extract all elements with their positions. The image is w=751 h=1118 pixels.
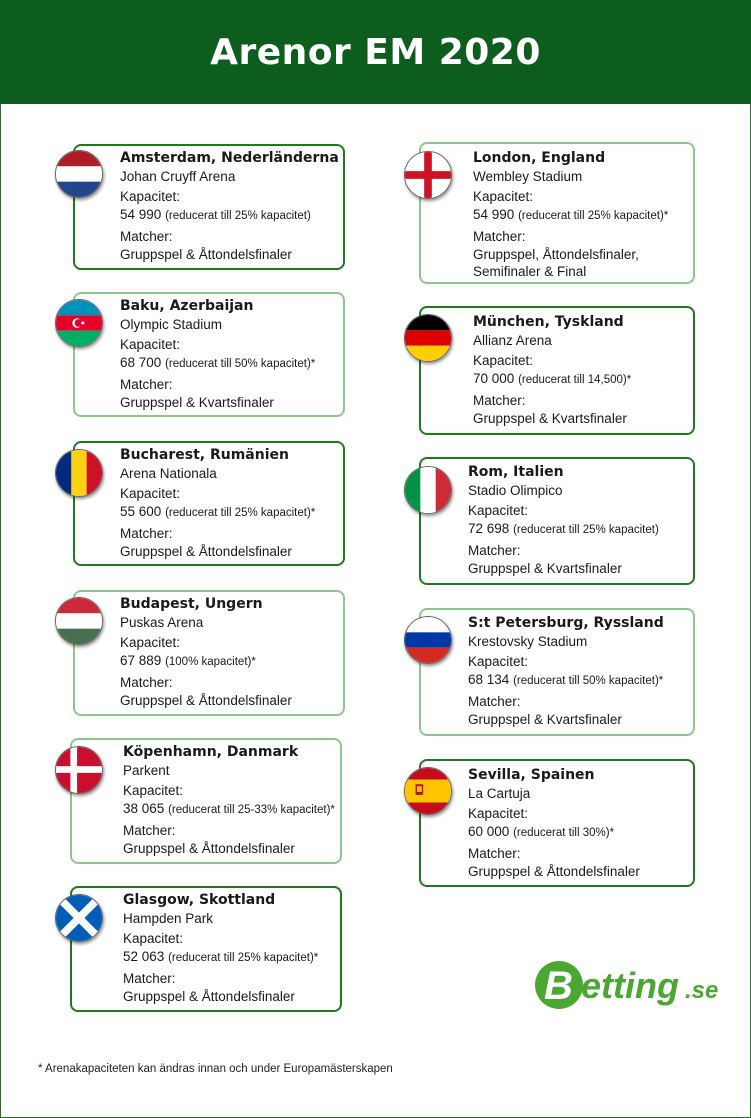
- germany-flag-icon: [404, 314, 452, 362]
- arena-city: Sevilla, Spainen: [468, 767, 595, 783]
- arena-stadium: Olympic Stadium: [120, 316, 223, 332]
- matches-line: Gruppspel & Åttondelsfinaler: [468, 863, 640, 879]
- arena-card-glasgow: [70, 886, 342, 1012]
- capacity-value: 60 000: [468, 823, 510, 839]
- matches-label: Matcher:: [120, 377, 173, 392]
- matches-label: Matcher:: [123, 823, 176, 838]
- arena-stadium: Johan Cruyff Arena: [120, 168, 236, 184]
- russia-flag-icon: [404, 616, 452, 664]
- capacity-value: 55 600: [120, 503, 162, 519]
- capacity-value: 52 063: [123, 948, 165, 964]
- capacity-label: Kapacitet:: [120, 189, 181, 204]
- matches-line: Gruppspel & Kvartsfinaler: [120, 394, 274, 410]
- footnote: * Arenakapaciteten kan ändras innan och under Europamästerskapen: [38, 1063, 393, 1075]
- capacity-value: 67 889: [120, 652, 162, 668]
- matches-line: Gruppspel & Åttondelsfinaler: [123, 988, 295, 1004]
- matches-line: Gruppspel & Åttondelsfinaler: [120, 692, 292, 708]
- matches-label: Matcher:: [468, 543, 521, 558]
- capacity-note: (reducerat till 25% kapacitet)*: [518, 209, 669, 222]
- logo-suffix: .se: [685, 977, 719, 1004]
- betting-se-logo: [533, 955, 723, 1015]
- capacity-label: Kapacitet:: [123, 783, 184, 798]
- arena-city: Baku, Azerbaijan: [120, 298, 254, 314]
- capacity-value: 54 990: [120, 206, 162, 222]
- arena-card-budapest: [73, 590, 345, 716]
- capacity-note: (reducerat till 25% kapacitet)*: [168, 951, 319, 964]
- italy-flag-icon: [404, 466, 452, 514]
- capacity-note: (reducerat till 50% kapacitet)*: [165, 357, 316, 370]
- scotland-flag-icon: [55, 894, 103, 942]
- capacity-label: Kapacitet:: [120, 486, 181, 501]
- romania-flag-icon: [55, 449, 103, 497]
- capacity-value: 72 698: [468, 520, 510, 536]
- capacity-note: (reducerat till 50% kapacitet)*: [513, 674, 664, 687]
- arena-stadium: Krestovsky Stadium: [468, 633, 588, 649]
- arena-card-sevilla: [419, 759, 695, 887]
- matches-label: Matcher:: [120, 229, 173, 244]
- matches-line: Gruppspel & Kvartsfinaler: [468, 711, 622, 727]
- header-banner: [0, 0, 751, 104]
- matches-label: Matcher:: [468, 694, 521, 709]
- england-flag-icon: [404, 151, 452, 199]
- capacity-note: (reducerat till 25-33% kapacitet)*: [168, 803, 335, 816]
- capacity-note: (reducerat till 30%)*: [513, 826, 615, 839]
- arena-card-london: [419, 142, 695, 284]
- capacity-note: (reducerat till 14,500)*: [518, 373, 632, 386]
- page-title: Arenor EM 2020: [210, 32, 541, 73]
- arena-city: Amsterdam, Nederländerna: [120, 150, 339, 166]
- arena-city: Bucharest, Rumänien: [120, 447, 289, 463]
- arena-stadium: Stadio Olimpico: [468, 482, 563, 498]
- capacity-label: Kapacitet:: [468, 503, 529, 518]
- arena-city: Rom, Italien: [468, 464, 564, 480]
- arena-stadium: Wembley Stadium: [473, 168, 583, 184]
- netherlands-flag-icon: [55, 150, 103, 198]
- matches-line: Semifinaler & Final: [473, 264, 587, 279]
- capacity-note: (reducerat till 25% kapacitet): [165, 209, 311, 222]
- capacity-note: (reducerat till 25% kapacitet): [513, 523, 659, 536]
- arena-stadium: La Cartuja: [468, 785, 531, 801]
- matches-label: Matcher:: [473, 393, 526, 408]
- capacity-value: 68 700: [120, 354, 162, 370]
- arena-card-bucharest: [73, 441, 345, 566]
- matches-label: Matcher:: [123, 971, 176, 986]
- capacity-note: (reducerat till 25% kapacitet)*: [165, 506, 316, 519]
- arena-stadium: Allianz Arena: [473, 332, 552, 348]
- matches-line: Gruppspel & Åttondelsfinaler: [120, 246, 292, 262]
- azerbaijan-flag-icon: [55, 299, 103, 347]
- matches-line: Gruppspel, Åttondelsfinaler,: [473, 246, 639, 262]
- arena-city: München, Tyskland: [473, 314, 624, 330]
- arena-city: Köpenhamn, Danmark: [123, 744, 299, 760]
- capacity-label: Kapacitet:: [123, 931, 184, 946]
- arena-card-amsterdam: [73, 144, 345, 270]
- arena-stadium: Arena Nationala: [120, 465, 217, 481]
- arena-city: S:t Petersburg, Ryssland: [468, 615, 664, 631]
- capacity-label: Kapacitet:: [468, 654, 529, 669]
- arena-city: London, England: [473, 150, 606, 166]
- arena-card-munchen: [419, 306, 695, 435]
- capacity-value: 38 065: [123, 800, 165, 816]
- denmark-flag-icon: [55, 746, 103, 794]
- capacity-label: Kapacitet:: [468, 806, 529, 821]
- capacity-label: Kapacitet:: [473, 353, 534, 368]
- arena-card-rom: [419, 457, 695, 585]
- arena-card-stpetersburg: [419, 608, 695, 736]
- arena-stadium: Parkent: [123, 762, 170, 778]
- matches-line: Gruppspel & Åttondelsfinaler: [123, 840, 295, 856]
- matches-line: Gruppspel & Kvartsfinaler: [468, 560, 622, 576]
- svg-text:B: B: [544, 964, 573, 1008]
- arena-stadium: Puskas Arena: [120, 614, 204, 630]
- spain-flag-icon: [404, 767, 452, 815]
- arena-city: Glasgow, Skottland: [123, 892, 276, 908]
- matches-line: Gruppspel & Kvartsfinaler: [473, 410, 627, 426]
- capacity-note: (100% kapacitet)*: [165, 655, 256, 668]
- hungary-flag-icon: [55, 597, 103, 645]
- logo-text: etting: [581, 965, 679, 1006]
- capacity-value: 54 990: [473, 206, 515, 222]
- matches-label: Matcher:: [468, 846, 521, 861]
- matches-line: Gruppspel & Åttondelsfinaler: [120, 543, 292, 559]
- capacity-value: 70 000: [473, 370, 515, 386]
- arena-stadium: Hampden Park: [123, 910, 214, 926]
- matches-label: Matcher:: [120, 526, 173, 541]
- arena-card-baku: [73, 292, 345, 417]
- capacity-value: 68 134: [468, 671, 510, 687]
- capacity-label: Kapacitet:: [473, 189, 534, 204]
- arena-city: Budapest, Ungern: [120, 596, 263, 612]
- arena-card-kopenhamn: [70, 738, 342, 864]
- capacity-label: Kapacitet:: [120, 635, 181, 650]
- matches-label: Matcher:: [120, 675, 173, 690]
- capacity-label: Kapacitet:: [120, 337, 181, 352]
- matches-label: Matcher:: [473, 229, 526, 244]
